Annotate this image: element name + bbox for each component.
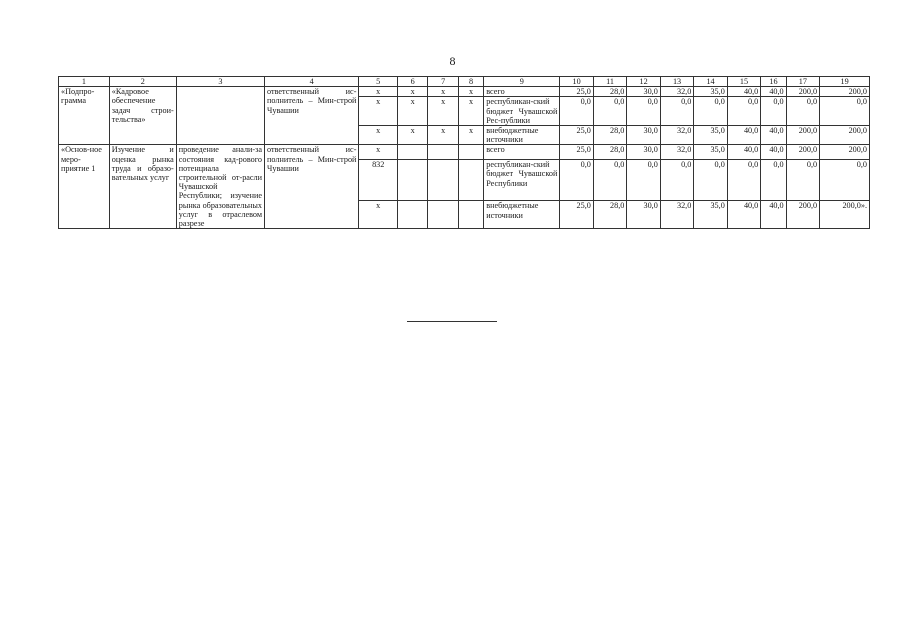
header-cell: 12 — [627, 77, 660, 87]
code-cell — [458, 160, 483, 201]
code-cell: x — [397, 97, 427, 126]
value-cell: 40,0 — [761, 201, 786, 229]
value-cell: 25,0 — [560, 126, 593, 145]
code-cell: x — [428, 97, 458, 126]
code-cell: x — [428, 87, 458, 97]
source-cell: всего — [484, 145, 560, 160]
value-cell: 28,0 — [593, 201, 626, 229]
code-cell: x — [458, 126, 483, 145]
value-cell: 0,0 — [660, 160, 693, 201]
header-cell: 10 — [560, 77, 593, 87]
value-cell: 200,0 — [820, 145, 870, 160]
value-cell: 200,0 — [820, 87, 870, 97]
value-cell: 0,0 — [786, 160, 819, 201]
value-cell: 40,0 — [727, 126, 760, 145]
header-cell: 5 — [359, 77, 398, 87]
code-cell: x — [458, 87, 483, 97]
page-number: 8 — [449, 54, 456, 68]
value-cell: 0,0 — [560, 160, 593, 201]
header-cell: 14 — [694, 77, 727, 87]
code-cell: 832 — [359, 160, 398, 201]
value-cell: 35,0 — [694, 201, 727, 229]
code-cell: x — [359, 87, 398, 97]
header-cell: 13 — [660, 77, 693, 87]
executor-cell: ответственный ис-полнитель – Мин-строй Чувашии — [265, 145, 359, 229]
value-cell: 25,0 — [560, 87, 593, 97]
value-cell: 28,0 — [593, 145, 626, 160]
code-cell — [428, 160, 458, 201]
header-cell: 2 — [109, 77, 176, 87]
value-cell: 35,0 — [694, 87, 727, 97]
status-cell: «Подпро-грамма — [59, 87, 110, 145]
header-cell: 4 — [265, 77, 359, 87]
goal-cell: проведение анали-за состояния кад-рового потенциала строительной от-расли Чувашской Республики; изучение рынка образовательных услуг в отраслевом разрезе — [176, 145, 264, 229]
code-cell — [397, 145, 427, 160]
name-cell: Изучение и оценка рынка труда и образо-вательных услуг — [109, 145, 176, 229]
value-cell: 40,0 — [761, 126, 786, 145]
value-cell: 200,0 — [786, 87, 819, 97]
value-cell: 0,0 — [786, 97, 819, 126]
value-cell: 40,0 — [727, 87, 760, 97]
funding-table — [58, 76, 870, 229]
code-cell: x — [359, 145, 398, 160]
value-cell: 200,0 — [820, 126, 870, 145]
value-cell: 200,0 — [786, 126, 819, 145]
code-cell: x — [397, 126, 427, 145]
value-cell: 40,0 — [761, 145, 786, 160]
value-cell: 32,0 — [660, 126, 693, 145]
table-row — [59, 87, 870, 97]
header-cell: 3 — [176, 77, 264, 87]
source-cell: внебюджетные источники — [484, 201, 560, 229]
value-cell: 25,0 — [560, 145, 593, 160]
header-row — [59, 77, 870, 87]
footnote-divider — [407, 321, 497, 322]
code-cell — [397, 201, 427, 229]
value-cell: 40,0 — [727, 145, 760, 160]
status-cell: «Основ-ное меро-приятие 1 — [59, 145, 110, 229]
goal-cell — [176, 87, 264, 145]
value-cell: 35,0 — [694, 126, 727, 145]
value-cell: 200,0». — [820, 201, 870, 229]
header-cell: 17 — [786, 77, 819, 87]
code-cell: x — [397, 87, 427, 97]
value-cell: 0,0 — [727, 97, 760, 126]
value-cell: 35,0 — [694, 145, 727, 160]
value-cell: 0,0 — [694, 160, 727, 201]
code-cell — [458, 145, 483, 160]
value-cell: 200,0 — [786, 201, 819, 229]
header-cell: 1 — [59, 77, 110, 87]
header-cell: 11 — [593, 77, 626, 87]
value-cell: 0,0 — [694, 97, 727, 126]
value-cell: 0,0 — [820, 97, 870, 126]
value-cell: 32,0 — [660, 145, 693, 160]
code-cell: x — [428, 126, 458, 145]
code-cell — [428, 145, 458, 160]
header-cell: 19 — [820, 77, 870, 87]
value-cell: 30,0 — [627, 201, 660, 229]
value-cell: 0,0 — [761, 160, 786, 201]
header-cell: 15 — [727, 77, 760, 87]
value-cell: 40,0 — [727, 201, 760, 229]
source-cell: всего — [484, 87, 560, 97]
value-cell: 30,0 — [627, 145, 660, 160]
value-cell: 0,0 — [761, 97, 786, 126]
value-cell: 0,0 — [627, 160, 660, 201]
source-cell: республикан-ский бюджет Чувашской Республики — [484, 160, 560, 201]
value-cell: 0,0 — [727, 160, 760, 201]
value-cell: 32,0 — [660, 201, 693, 229]
value-cell: 25,0 — [560, 201, 593, 229]
code-cell — [397, 160, 427, 201]
value-cell: 30,0 — [627, 87, 660, 97]
code-cell: x — [359, 97, 398, 126]
name-cell: «Кадровое обеспечение задач строи-тельства» — [109, 87, 176, 145]
value-cell: 0,0 — [820, 160, 870, 201]
code-cell: x — [359, 201, 398, 229]
value-cell: 200,0 — [786, 145, 819, 160]
source-cell: республикан-ский бюджет Чувашской Рес-публики — [484, 97, 560, 126]
value-cell: 40,0 — [761, 87, 786, 97]
code-cell — [458, 201, 483, 229]
value-cell: 0,0 — [627, 97, 660, 126]
source-cell: внебюджетные источники — [484, 126, 560, 145]
value-cell: 30,0 — [627, 126, 660, 145]
header-cell: 6 — [397, 77, 427, 87]
value-cell: 28,0 — [593, 87, 626, 97]
value-cell: 0,0 — [593, 160, 626, 201]
code-cell: x — [458, 97, 483, 126]
table-row — [59, 145, 870, 160]
code-cell: x — [359, 126, 398, 145]
header-cell: 9 — [484, 77, 560, 87]
code-cell — [428, 201, 458, 229]
executor-cell: ответственный ис-полнитель – Мин-строй Чувашии — [265, 87, 359, 145]
value-cell: 28,0 — [593, 126, 626, 145]
value-cell: 0,0 — [593, 97, 626, 126]
value-cell: 0,0 — [660, 97, 693, 126]
value-cell: 0,0 — [560, 97, 593, 126]
value-cell: 32,0 — [660, 87, 693, 97]
header-cell: 7 — [428, 77, 458, 87]
header-cell: 16 — [761, 77, 786, 87]
header-cell: 8 — [458, 77, 483, 87]
